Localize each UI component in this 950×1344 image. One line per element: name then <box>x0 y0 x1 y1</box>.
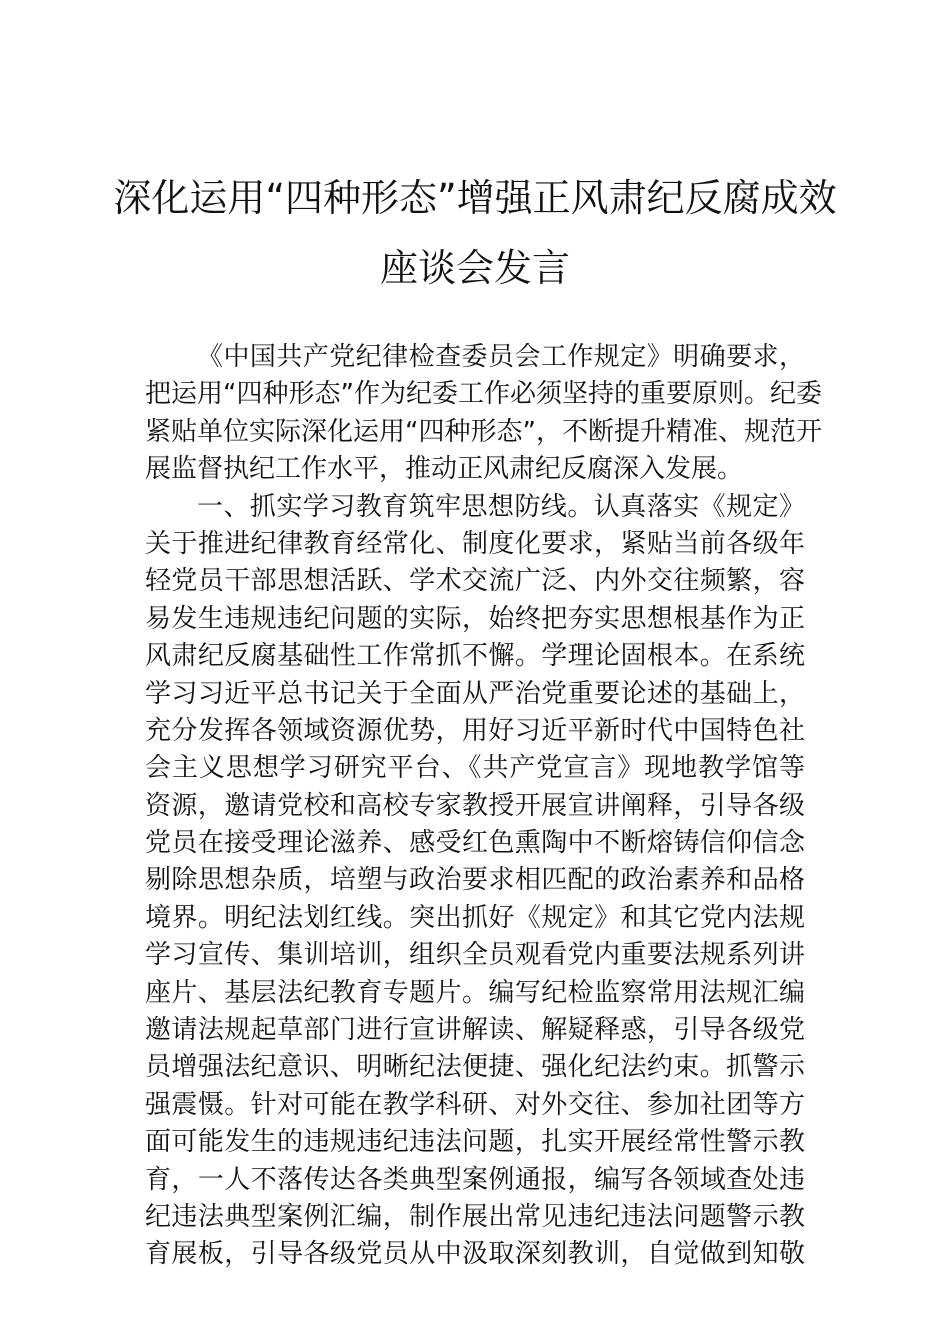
paragraph-1-line: 把运用“四种形态”作为纪委工作必须坚持的重要原则。纪委 <box>145 379 822 410</box>
paragraph-2-line: 党员在接受理论滋养、感受红色熏陶中不断熔铸信仰信念 <box>145 828 805 859</box>
paragraph-2-line: 关于推进纪律教育经常化、制度化要求，紧贴当前各级年 <box>145 528 805 559</box>
paragraph-2-line: 邀请法规起草部门进行宣讲解读、解疑释惑，引导各级党 <box>145 1015 805 1046</box>
paragraph-2-line: 资源，邀请党校和高校专家教授开展宣讲阐释，引导各级 <box>145 790 805 821</box>
paragraph-2-line: 学习宣传、集训培训，组织全员观看党内重要法规系列讲 <box>145 940 805 971</box>
paragraph-1-line: 紧贴单位实际深化运用“四种形态”，不断提升精准、规范开 <box>145 416 822 447</box>
paragraph-2-line: 座片、基层法纪教育专题片。编写纪检监察常用法规汇编 <box>145 977 805 1008</box>
paragraph-2-line: 育，一人不落传达各类典型案例通报，编写各领域查处违 <box>145 1164 805 1195</box>
paragraph-2-line: 剔除思想杂质，培塑与政治要求相匹配的政治素养和品格 <box>145 865 805 896</box>
paragraph-2-line: 员增强法纪意识、明晰纪法便捷、强化纪法约束。抓警示 <box>145 1052 805 1083</box>
paragraph-2-line: 育展板，引导各级党员从中汲取深刻教训，自觉做到知敬 <box>145 1239 805 1270</box>
document-body <box>145 339 822 1274</box>
document-title-line-2: 座谈会发言 <box>379 246 570 290</box>
document-title-line-1: 深化运用“四种形态”增强正风肃纪反腐成效 <box>113 176 837 220</box>
paragraph-2-line: 会主义思想学习研究平台、《共产党宣言》现地教学馆等 <box>145 753 805 784</box>
paragraph-1-line: 《中国共产党纪律检查委员会工作规定》明确要求， <box>197 342 805 372</box>
paragraph-2-line: 一、抓实学习教育筑牢思想防线。认真落实《规定》 <box>197 491 805 522</box>
paragraph-2-line: 充分发挥各领域资源优势，用好习近平新时代中国特色社 <box>145 715 805 746</box>
paragraph-2-line: 强震慑。针对可能在教学科研、对外交往、参加社团等方 <box>145 1089 805 1120</box>
paragraph-2-line: 轻党员干部思想活跃、学术交流广泛、内外交往频繁，容 <box>145 566 805 597</box>
paragraph-2-line: 易发生违规违纪问题的实际，始终把夯实思想根基作为正 <box>145 603 805 634</box>
paragraph-2-line: 风肃纪反腐基础性工作常抓不懈。学理论固根本。在系统 <box>145 641 805 672</box>
paragraph-2-line: 面可能发生的违规违纪违法问题，扎实开展经常性警示教 <box>145 1127 805 1158</box>
paragraph-2-line: 学习习近平总书记关于全面从严治党重要论述的基础上， <box>145 678 805 709</box>
paragraph-2-line: 境界。明纪法划红线。突出抓好《规定》和其它党内法规 <box>145 902 805 933</box>
paragraph-1-line: 展监督执纪工作水平，推动正风肃纪反腐深入发展。 <box>145 454 744 485</box>
paragraph-2-line: 纪违法典型案例汇编，制作展出常见违纪违法问题警示教 <box>145 1201 805 1232</box>
